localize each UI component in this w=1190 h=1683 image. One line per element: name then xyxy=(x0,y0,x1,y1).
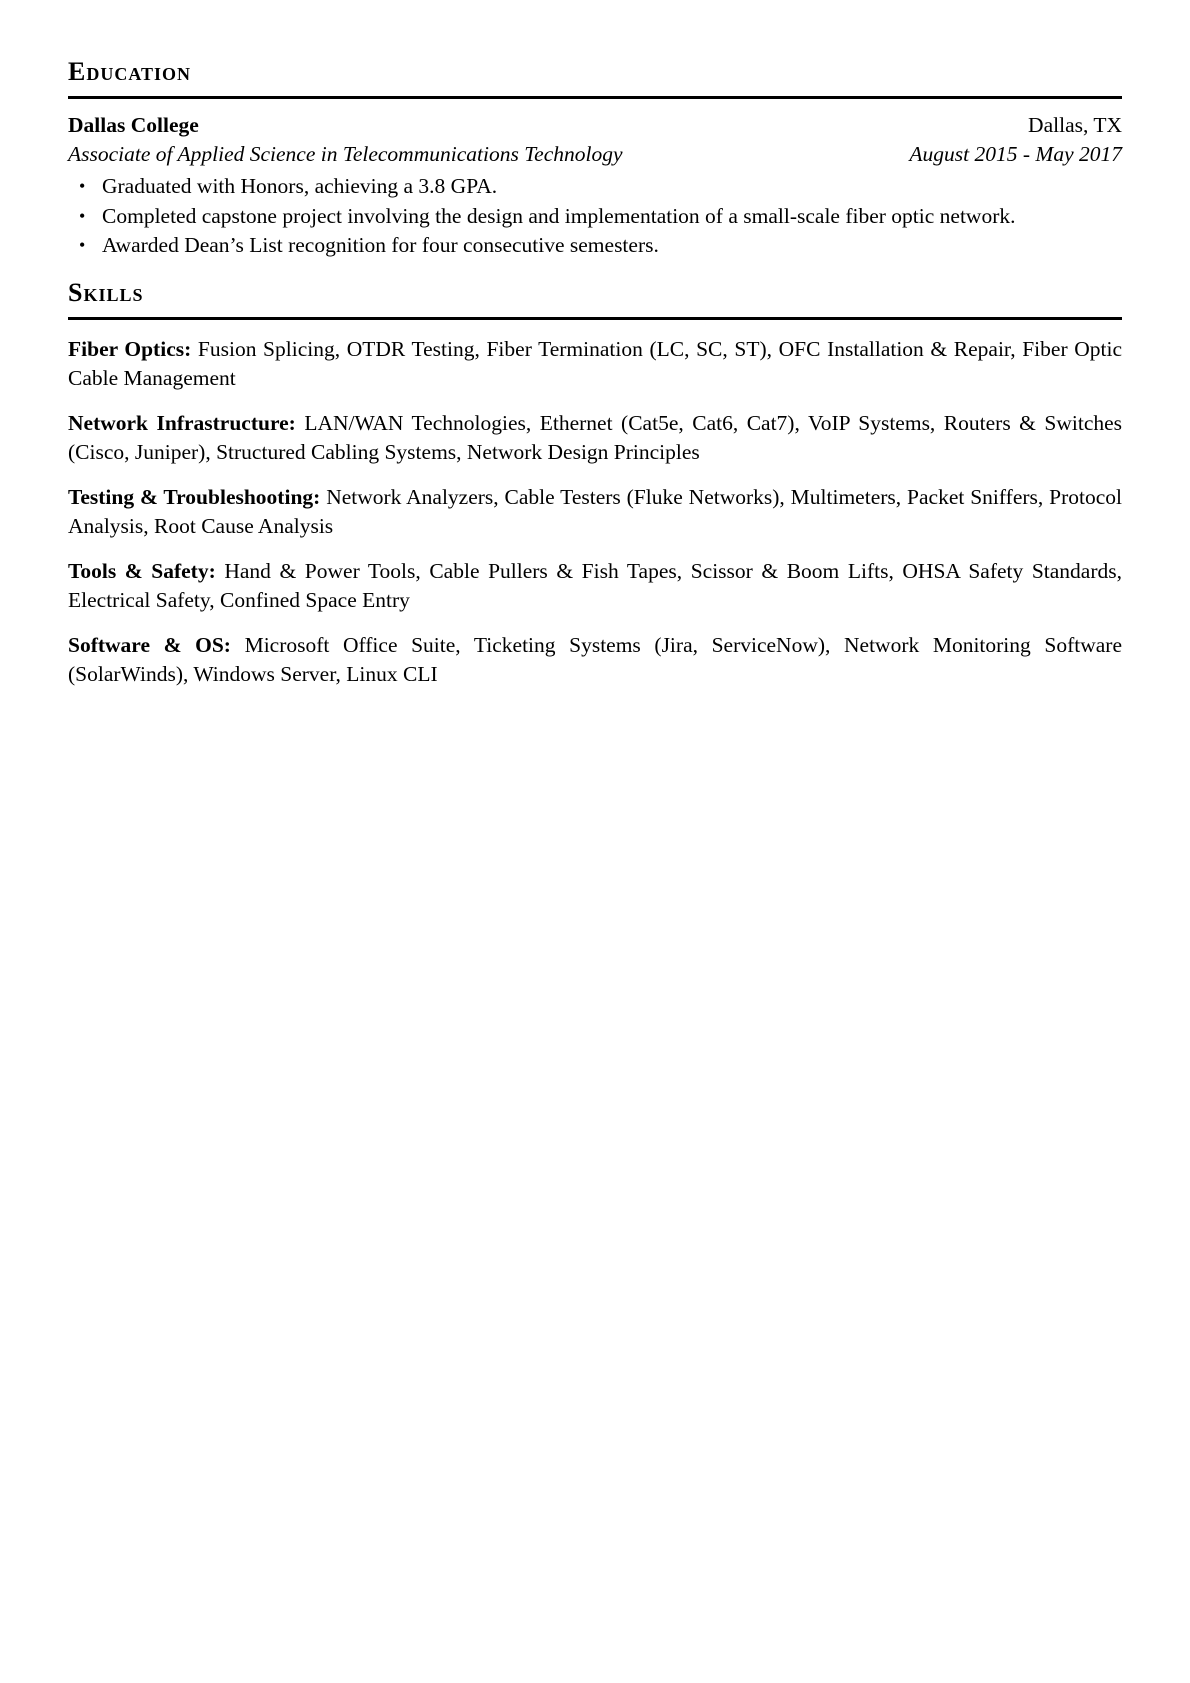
degree-title: Associate of Applied Science in Telecommunications Technology xyxy=(68,142,623,166)
education-bullet-item xyxy=(68,172,1122,202)
education-entry-subheader-row xyxy=(68,140,1122,169)
bullet-icon: • xyxy=(79,176,86,196)
skill-category-label: Tools & Safety: xyxy=(68,558,216,583)
skills-section xyxy=(68,277,1122,690)
skill-category-items: Microsoft Office Suite, Ticketing Systems (Jira, ServiceNow), Network Monitoring Software (SolarWinds), Windows Server, Linux CLI xyxy=(68,632,1122,686)
education-bullet-item xyxy=(68,202,1122,232)
skill-category-items: LAN/WAN Technologies, Ethernet (Cat5e, Cat6, Cat7), VoIP Systems, Routers & Switches (Cisco, Juniper), Structured Cabling Systems, Network Design Principles xyxy=(68,410,1123,464)
education-bullet-item xyxy=(68,231,1122,261)
education-bullet-text: Graduated with Honors, achieving a 3.8 GPA. xyxy=(102,174,498,198)
skill-category-label: Software & OS: xyxy=(68,632,231,657)
education-section xyxy=(68,56,1122,261)
bullet-icon: • xyxy=(79,235,86,255)
skill-category-tools-safety xyxy=(68,557,1122,616)
institution-location: Dallas, TX xyxy=(1028,113,1122,137)
skill-category-fiber-optics xyxy=(68,335,1122,394)
skill-category-items: Fusion Splicing, OTDR Testing, Fiber Termination (LC, SC, ST), OFC Installation & Repair, Fiber Optic Cable Management xyxy=(68,336,1122,390)
skill-category-items: Hand & Power Tools, Cable Pullers & Fish Tapes, Scissor & Boom Lifts, OHSA Safety Standards, Electrical Safety, Confined Space Entry xyxy=(68,558,1122,612)
institution-name: Dallas College xyxy=(68,113,199,137)
skill-category-software-os xyxy=(68,631,1122,690)
bullet-icon: • xyxy=(79,205,86,226)
skill-category-items: Network Analyzers, Cable Testers (Fluke Networks), Multimeters, Packet Sniffers, Protocol Analysis, Root Cause Analysis xyxy=(68,484,1123,538)
skill-category-label: Fiber Optics: xyxy=(68,336,192,361)
skill-category-testing-troubleshooting xyxy=(68,483,1122,542)
education-bullet-list xyxy=(68,172,1122,261)
degree-dates: August 2015 - May 2017 xyxy=(909,142,1122,166)
education-bullet-text: Completed capstone project involving the design and implementation of a small-scale fiber optic network. xyxy=(102,203,1016,228)
education-bullet-text: Awarded Dean’s List recognition for four consecutive semesters. xyxy=(102,233,659,257)
skill-category-label: Network Infrastructure: xyxy=(68,410,296,435)
skill-category-label: Testing & Troubleshooting: xyxy=(68,484,321,509)
education-entry-header-row xyxy=(68,111,1122,140)
education-heading: Education xyxy=(68,56,1122,99)
skill-category-network-infrastructure xyxy=(68,409,1122,468)
skills-heading: Skills xyxy=(68,277,1122,320)
